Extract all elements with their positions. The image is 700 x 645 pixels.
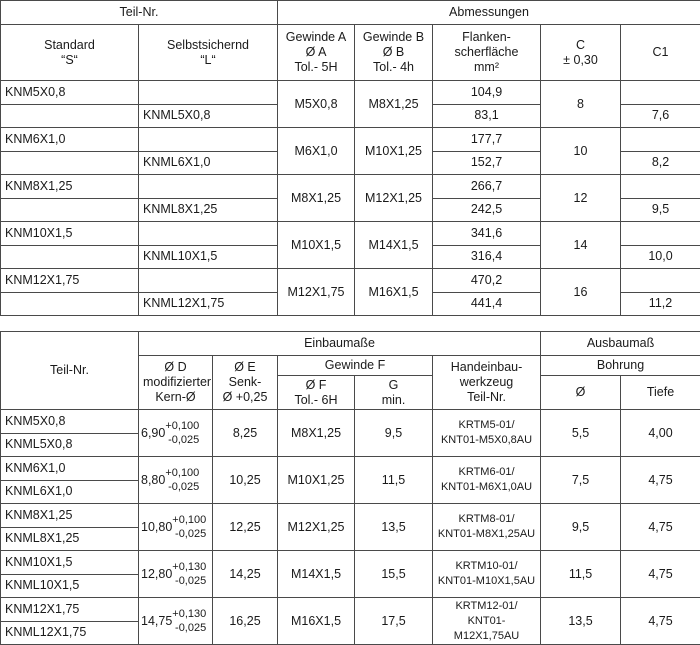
col-header-bohrung-d: Ø (541, 376, 621, 410)
thread-a: M8X1,25 (278, 175, 355, 222)
drill-depth: 4,75 (621, 598, 700, 645)
standard-part-no: KNM12X1,75 (1, 269, 139, 293)
core-diameter (139, 410, 213, 457)
dimension-c: 14 (541, 222, 621, 269)
selbst-part-no: KNML5X0,8 (139, 104, 278, 128)
drill-diameter: 9,5 (541, 504, 621, 551)
empty-cell (1, 151, 139, 175)
group-header-ausbau: Ausbaumaß (541, 332, 700, 356)
empty-cell (621, 222, 700, 246)
flank-area-selbst: 316,4 (433, 245, 541, 269)
col-header-gewinde-a: Gewinde A Ø A Tol.- 5H (278, 25, 355, 81)
thread-depth-g: 9,5 (355, 410, 433, 457)
countersink-diameter: 16,25 (213, 598, 278, 645)
flank-area-selbst: 441,4 (433, 292, 541, 316)
core-diameter-tolerance: +0,100 -0,025 (165, 420, 200, 446)
table-row (1, 551, 700, 575)
drill-diameter: 5,5 (541, 410, 621, 457)
thread-depth-g: 11,5 (355, 457, 433, 504)
thread-b: M8X1,25 (355, 81, 433, 128)
standard-part-no: KNM8X1,25 (1, 504, 139, 528)
thread-b: M12X1,25 (355, 175, 433, 222)
selbst-part-no: KNML8X1,25 (1, 527, 139, 551)
col-header-e: Ø E Senk- Ø +0,25 (213, 356, 278, 410)
drill-depth: 4,75 (621, 551, 700, 598)
core-diameter (139, 504, 213, 551)
group-header-gewinde-f: Gewinde F (278, 356, 433, 376)
col-header-flanken: Flanken- scherfläche mm² (433, 25, 541, 81)
standard-part-no: KNM12X1,75 (1, 598, 139, 622)
empty-cell (139, 175, 278, 199)
dimension-c1: 7,6 (621, 104, 700, 128)
col-header-g: G min. (355, 376, 433, 410)
col-header-werkzeug: Handeinbau- werkzeug Teil-Nr. (433, 356, 541, 410)
empty-cell (139, 81, 278, 105)
empty-cell (139, 269, 278, 293)
dimension-c: 12 (541, 175, 621, 222)
standard-part-no: KNM5X0,8 (1, 81, 139, 105)
drill-diameter: 13,5 (541, 598, 621, 645)
col-header-teilnr: Teil-Nr. (1, 332, 139, 410)
selbst-part-no: KNML5X0,8 (1, 433, 139, 457)
drill-depth: 4,75 (621, 504, 700, 551)
empty-cell (621, 81, 700, 105)
thread-depth-g: 13,5 (355, 504, 433, 551)
thread-b: M16X1,5 (355, 269, 433, 316)
table-row (1, 269, 700, 293)
core-diameter-value: 8,80 (141, 472, 166, 487)
standard-part-no: KNM8X1,25 (1, 175, 139, 199)
table-row (1, 598, 700, 622)
core-diameter-tolerance: +0,130 -0,025 (172, 608, 207, 634)
table-row (1, 504, 700, 528)
empty-cell (1, 292, 139, 316)
dimension-c1: 10,0 (621, 245, 700, 269)
empty-cell (139, 222, 278, 246)
empty-cell (1, 104, 139, 128)
flank-area-selbst: 83,1 (433, 104, 541, 128)
empty-cell (621, 128, 700, 152)
thread-f: M12X1,25 (278, 504, 355, 551)
dimension-c1: 8,2 (621, 151, 700, 175)
selbst-part-no: KNML8X1,25 (139, 198, 278, 222)
thread-a: M6X1,0 (278, 128, 355, 175)
core-diameter (139, 598, 213, 645)
col-header-tiefe: Tiefe (621, 376, 700, 410)
thread-depth-g: 17,5 (355, 598, 433, 645)
installation-table (0, 331, 700, 645)
flank-area-selbst: 242,5 (433, 198, 541, 222)
tool-part-no: KRTM10-01/ KNT01-M10X1,5AU (433, 551, 541, 598)
standard-part-no: KNM10X1,5 (1, 551, 139, 575)
tool-part-no: KRTM5-01/ KNT01-M5X0,8AU (433, 410, 541, 457)
core-diameter-tolerance: +0,100 -0,025 (165, 467, 200, 493)
standard-part-no: KNM6X1,0 (1, 128, 139, 152)
countersink-diameter: 8,25 (213, 410, 278, 457)
flank-area-standard: 177,7 (433, 128, 541, 152)
standard-part-no: KNM10X1,5 (1, 222, 139, 246)
empty-cell (139, 128, 278, 152)
dimension-c: 16 (541, 269, 621, 316)
table-row (1, 457, 700, 481)
selbst-part-no: KNML6X1,0 (1, 480, 139, 504)
countersink-diameter: 14,25 (213, 551, 278, 598)
table-row (1, 81, 700, 105)
flank-area-standard: 104,9 (433, 81, 541, 105)
dimension-c1: 9,5 (621, 198, 700, 222)
flank-area-selbst: 152,7 (433, 151, 541, 175)
empty-cell (1, 198, 139, 222)
drill-diameter: 11,5 (541, 551, 621, 598)
selbst-part-no: KNML10X1,5 (139, 245, 278, 269)
table-row (1, 410, 700, 434)
thread-f: M10X1,25 (278, 457, 355, 504)
selbst-part-no: KNML10X1,5 (1, 574, 139, 598)
dimension-c: 8 (541, 81, 621, 128)
drill-diameter: 7,5 (541, 457, 621, 504)
col-header-selbstsichernd: Selbstsichernd “L“ (139, 25, 278, 81)
empty-cell (1, 245, 139, 269)
thread-f: M16X1,5 (278, 598, 355, 645)
thread-a: M10X1,5 (278, 222, 355, 269)
core-diameter-value: 14,75 (141, 613, 173, 628)
selbst-part-no: KNML12X1,75 (139, 292, 278, 316)
col-header-c: C ± 0,30 (541, 25, 621, 81)
selbst-part-no: KNML12X1,75 (1, 621, 139, 645)
core-diameter-tolerance: +0,130 -0,025 (172, 561, 207, 587)
group-header-abmessungen: Abmessungen (278, 1, 700, 25)
thread-f: M8X1,25 (278, 410, 355, 457)
thread-a: M12X1,75 (278, 269, 355, 316)
countersink-diameter: 12,25 (213, 504, 278, 551)
flank-area-standard: 341,6 (433, 222, 541, 246)
tool-part-no: KRTM12-01/ KNT01-M12X1,75AU (433, 598, 541, 645)
col-header-f: Ø F Tol.- 6H (278, 376, 355, 410)
dimension-c: 10 (541, 128, 621, 175)
dimensions-table (0, 0, 700, 316)
empty-cell (621, 269, 700, 293)
standard-part-no: KNM6X1,0 (1, 457, 139, 481)
standard-part-no: KNM5X0,8 (1, 410, 139, 434)
flank-area-standard: 266,7 (433, 175, 541, 199)
core-diameter-value: 10,80 (141, 519, 173, 534)
core-diameter-value: 12,80 (141, 566, 173, 581)
thread-b: M14X1,5 (355, 222, 433, 269)
core-diameter (139, 457, 213, 504)
selbst-part-no: KNML6X1,0 (139, 151, 278, 175)
thread-depth-g: 15,5 (355, 551, 433, 598)
thread-b: M10X1,25 (355, 128, 433, 175)
drill-depth: 4,75 (621, 457, 700, 504)
empty-cell (621, 175, 700, 199)
core-diameter-tolerance: +0,100 -0,025 (172, 514, 207, 540)
table-row (1, 175, 700, 199)
tool-part-no: KRTM6-01/ KNT01-M6X1,0AU (433, 457, 541, 504)
col-header-d: Ø D modifizierter Kern-Ø (139, 356, 213, 410)
col-header-gewinde-b: Gewinde B Ø B Tol.- 4h (355, 25, 433, 81)
dimension-c1: 11,2 (621, 292, 700, 316)
flank-area-standard: 470,2 (433, 269, 541, 293)
table-row (1, 128, 700, 152)
drill-depth: 4,00 (621, 410, 700, 457)
group-header-bohrung: Bohrung (541, 356, 700, 376)
core-diameter-value: 6,90 (141, 425, 166, 440)
tool-part-no: KRTM8-01/ KNT01-M8X1,25AU (433, 504, 541, 551)
col-header-standard: Standard “S“ (1, 25, 139, 81)
countersink-diameter: 10,25 (213, 457, 278, 504)
col-header-c1: C1 (621, 25, 700, 81)
table-row (1, 222, 700, 246)
core-diameter (139, 551, 213, 598)
group-header-teilnr: Teil-Nr. (1, 1, 278, 25)
thread-f: M14X1,5 (278, 551, 355, 598)
group-header-einbau: Einbaumaße (139, 332, 541, 356)
thread-a: M5X0,8 (278, 81, 355, 128)
